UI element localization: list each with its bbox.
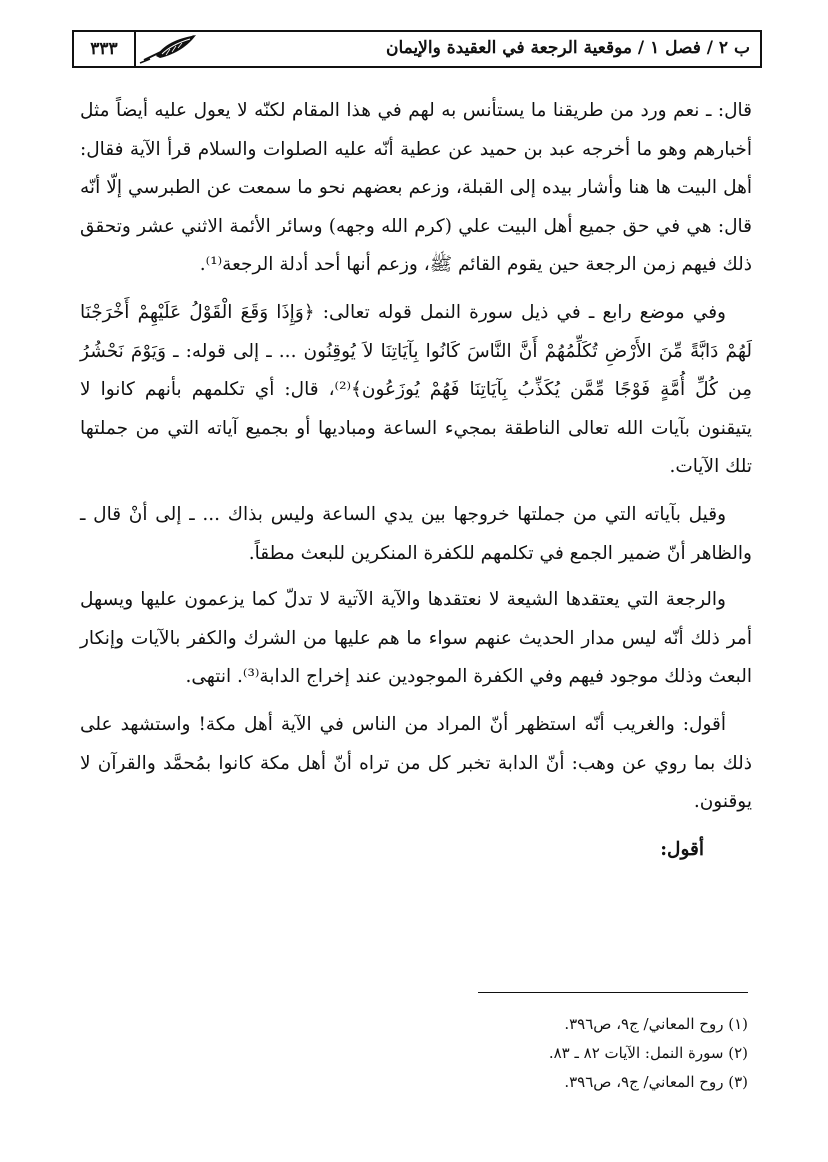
paragraph-3: وقيل بآياته التي من جملتها خروجها بين يدي الساعة وليس بذاك ... ـ إلى أنْ قال ـ والظاهر أنّ ضمير الجمع في تكلمهم للكفرة المنكرين للبعث مطقاً. — [80, 503, 752, 564]
footnote-divider — [478, 992, 748, 993]
footnote-3: (٣) روح المعاني/ ج٩، ص٣٩٦. — [564, 1073, 748, 1091]
footnote-1: (١) روح المعاني/ ج٩، ص٣٩٦. — [564, 1015, 748, 1033]
paragraph-2-quran-citation: وفي موضع رابع ـ في ذيل سورة النمل قوله تعالى: ﴿وَإِذَا وَقَعَ الْقَوْلُ عَلَيْهِمْ أَخْرَجْنَا لَهُمْ دَابَّةً مِّنَ الأَرْضِ تُكَلِّمُهُمْ أَنَّ النَّاسَ كَانُوا بِآيَاتِنَا لاَ يُوقِنُون ... ـ إلى قوله: ـ وَيَوْمَ نَحْشُرُ مِن كُلِّ أُمَّةٍ فَوْجًا مِّمَّن يُكَذِّبُ بِآيَاتِنَا فَهُمْ يُوزَعُون﴾⁽²⁾، قال: أي تكلمهم بأنهم كانوا لا يتيقنون بآيات الله تعالى الناطقة بمجيء الساعة ومباديها أو بجميع آياته التي من جملتها تلك الآيات. — [80, 301, 752, 478]
footnote-2: (٢) سورة النمل: الآيات ٨٢ ـ ٨٣. — [548, 1044, 748, 1062]
paragraph-5: أقول: والغريب أنّه استظهر أنّ المراد من الناس في الآية أهل مكة! واستشهد على ذلك بما روي عن وهب: أنّ الدابة تخبر كل من تراه أنّ أهل مكة كانوا بمُحمَّد والقرآن لا يوقنون. — [80, 713, 752, 813]
header-title: ب ٢ / فصل ١ / موقعية الرجعة في العقيدة والإيمان — [385, 38, 750, 58]
paragraph-4: والرجعة التي يعتقدها الشيعة لا نعتقدها والآية الآتية لا تدلّ كما يزعمون عليها ويسهل أمر ذلك أنّه ليس مدار الحديث عنهم سواء ما هم عليها من الشرك والكفر بالآيات وإنكار البعث وذلك موجود فيهم وفي الكفرة الموجودين عند إخراج الدابة⁽³⁾. انتهى. — [80, 589, 752, 688]
paragraph-6-heading: أقول: — [660, 838, 704, 860]
footnotes — [328, 1010, 748, 1097]
quill-ornament-icon — [136, 32, 206, 66]
running-header — [72, 30, 762, 68]
page-number: ٣٣٣ — [74, 32, 136, 66]
main-text — [80, 92, 752, 878]
paragraph-1: قال: ـ نعم ورد من طريقنا ما يستأنس به لهم في هذا المقام لكنّه لا يعول عليه أيضاً مثل أخبارهم وهو ما أخرجه عبد بن حميد عن عطية أنّه عليه الصلوات والسلام قرأ الآية فقال: أهل البيت ها هنا وأشار بيده إلى القبلة، وزعم بعضهم نحو ما سمعت عن الطبرسي إلّا أنّه قال: هي في حق جميع أهل البيت علي (كرم الله وجهه) وسائر الأئمة الاثني عشر وتحقق ذلك فيهم زمن الرجعة حين يقوم القائم ﷺ، وزعم أنها أحد أدلة الرجعة⁽¹⁾. — [80, 100, 752, 276]
